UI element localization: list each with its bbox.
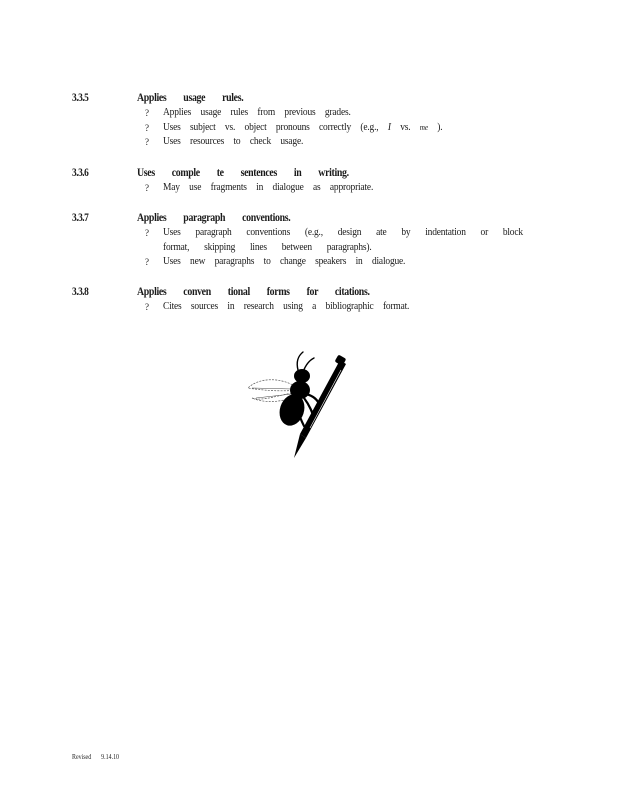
bullet-list [72, 181, 572, 196]
section-number: 3.3.5 [72, 90, 89, 104]
bullet-text [163, 121, 442, 136]
section-number: 3.3.6 [72, 165, 89, 179]
bullet-text: Uses new paragraphs to change speakers in dialogue. [163, 256, 406, 267]
section-3-3-6 [72, 165, 572, 196]
bullet-marker: ? [145, 183, 149, 193]
bee-with-pen-icon [240, 348, 355, 463]
bullet-text: Uses paragraph conventions (e.g., design ate by indentation or block format, skipping lines between paragraphs). [163, 227, 523, 253]
section-number: 3.3.7 [72, 210, 89, 224]
example-word-me: me [419, 122, 428, 132]
section-3-3-7 [72, 210, 572, 270]
revision-footer [72, 753, 119, 761]
bullet-marker: ? [145, 257, 149, 267]
footer-label: Revised [72, 753, 92, 761]
example-word-i: I [387, 121, 391, 133]
footer-date: 9.14.10 [101, 753, 120, 761]
section-3-3-5 [72, 90, 572, 150]
bullet-marker: ? [145, 137, 149, 147]
bullet-marker: ? [145, 228, 149, 238]
bullet-text: Applies usage rules from previous grades. [163, 107, 351, 118]
section-3-3-8 [72, 284, 572, 315]
bullet-item [72, 106, 572, 121]
bullet-list [72, 106, 572, 150]
bullet-item [72, 226, 572, 255]
section-header [72, 284, 572, 300]
section-header [72, 165, 572, 181]
bullet-text-post: ). [427, 121, 443, 133]
section-title: Applies conven tional forms for citations. [137, 284, 370, 298]
bullet-item [72, 181, 572, 196]
section-header [72, 210, 572, 226]
bullet-list [72, 300, 572, 315]
bullet-text: May use fragments in dialogue as appropriate. [163, 182, 374, 193]
section-header [72, 90, 572, 106]
bullet-marker: ? [145, 122, 149, 133]
section-title: Applies paragraph conventions. [137, 210, 291, 224]
section-title: Uses comple te sentences in writing. [137, 165, 349, 179]
section-number: 3.3.8 [72, 284, 89, 298]
bullet-item [72, 121, 572, 136]
bullet-item [72, 300, 572, 315]
bullet-marker: ? [145, 302, 149, 312]
bullet-item [72, 255, 572, 270]
bullet-text: Uses resources to check usage. [163, 136, 304, 147]
bullet-text-mid: vs. [390, 121, 420, 133]
bullet-marker: ? [145, 108, 149, 118]
bullet-list [72, 226, 572, 270]
bullet-text: Cites sources in research using a bibliographic format. [163, 301, 410, 312]
section-title: Applies usage rules. [137, 90, 244, 104]
bullet-text-pre: Uses subject vs. object pronouns correctly (e.g., [163, 121, 388, 133]
bullet-item [72, 135, 572, 150]
